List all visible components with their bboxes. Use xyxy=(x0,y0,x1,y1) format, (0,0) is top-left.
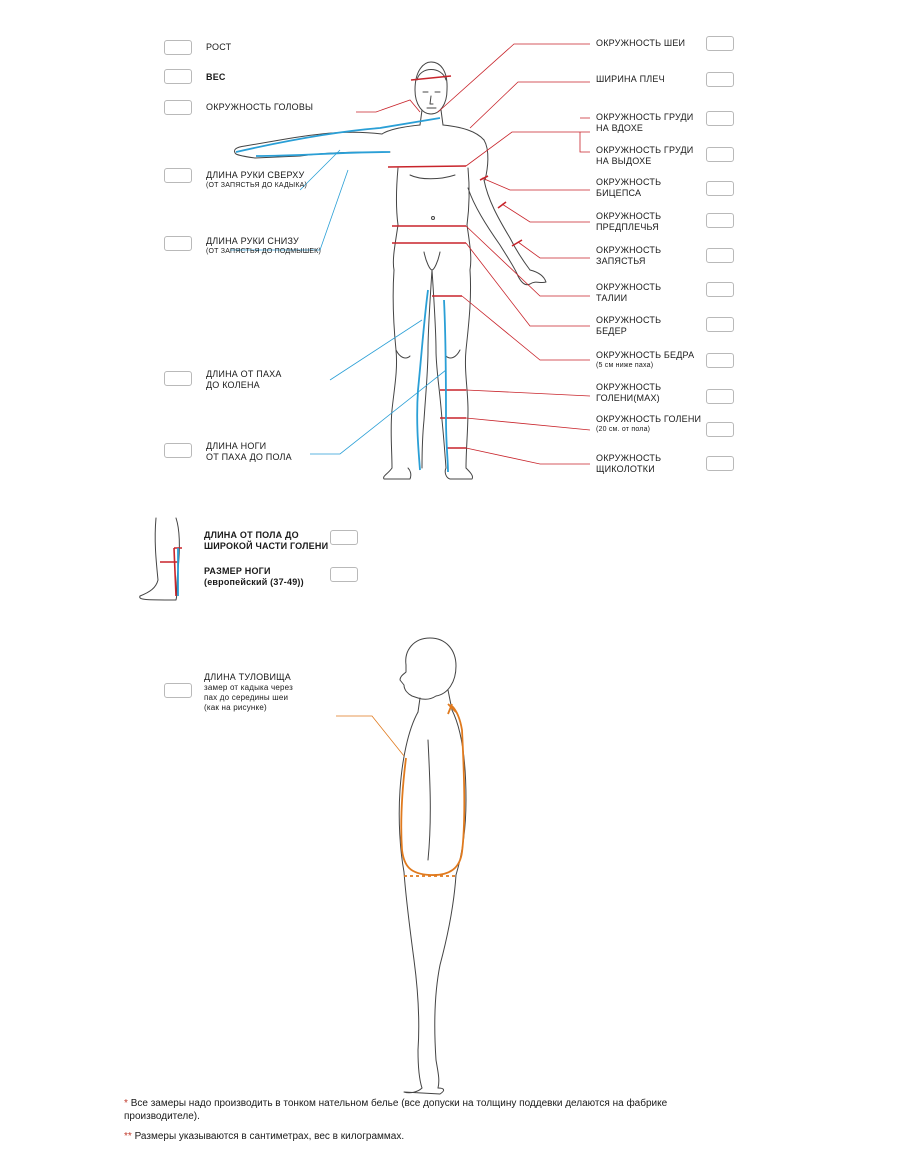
front-figure xyxy=(234,62,546,479)
foot-size-label xyxy=(204,566,304,588)
biceps-label xyxy=(596,177,661,199)
crotch-knee-length-line1: ДЛИНА ОТ ПАХА xyxy=(206,369,282,379)
arm-top-length-title: ДЛИНА РУКИ СВЕРХУ xyxy=(206,170,305,180)
calf-20-sub: (20 см. от пола) xyxy=(596,426,651,433)
arm-top-length-sub: (ОТ ЗАПЯСТЬЯ ДО КАДЫКА) xyxy=(206,182,308,189)
thigh-input[interactable] xyxy=(706,353,734,368)
thigh-line1: ОКРУЖНОСТЬ БЕДРА xyxy=(596,350,695,360)
calf-max-label xyxy=(596,382,661,404)
orange-leader xyxy=(336,716,404,756)
ankle-line1: ОКРУЖНОСТЬ xyxy=(596,453,662,463)
chest-in-input[interactable] xyxy=(706,111,734,126)
hips-label xyxy=(596,315,661,337)
neck-label-text: ОКРУЖНОСТЬ ШЕИ xyxy=(596,38,686,48)
chest-out-input[interactable] xyxy=(706,147,734,162)
ankle-input[interactable] xyxy=(706,456,734,471)
shoulders-label-text: ШИРИНА ПЛЕЧ xyxy=(596,74,665,84)
arm-bottom-length-input[interactable] xyxy=(164,236,192,251)
footnote-2-star: ** xyxy=(124,1131,132,1142)
arm-top-length-label xyxy=(206,170,307,190)
weight-label: ВЕС xyxy=(206,72,226,82)
forearm-line2: ПРЕДПЛЕЧЬЯ xyxy=(596,222,659,232)
biceps-input[interactable] xyxy=(706,181,734,196)
floor-calf-input[interactable] xyxy=(330,530,358,545)
footnote-1 xyxy=(124,1097,744,1123)
arm-top-length-input[interactable] xyxy=(164,168,192,183)
torso-length-input[interactable] xyxy=(164,683,192,698)
chest-in-line1: ОКРУЖНОСТЬ ГРУДИ xyxy=(596,112,694,122)
crotch-knee-length-line2: ДО КОЛЕНА xyxy=(206,380,260,390)
waist-line2: ТАЛИИ xyxy=(596,293,628,303)
torso-length-desc2: пах до середины шеи xyxy=(204,693,289,702)
floor-calf-line1: ДЛИНА ОТ ПОЛА ДО xyxy=(204,530,299,540)
footnote-2-text: Размеры указываются в сантиметрах, вес в килограммах. xyxy=(134,1131,405,1142)
leg-length-line2: ОТ ПАХА ДО ПОЛА xyxy=(206,452,292,462)
forearm-label xyxy=(596,211,661,233)
forearm-line1: ОКРУЖНОСТЬ xyxy=(596,211,662,221)
height-input[interactable] xyxy=(164,40,192,55)
foot-size-line1: РАЗМЕР НОГИ xyxy=(204,566,271,576)
calf-20-input[interactable] xyxy=(706,422,734,437)
arm-bottom-length-sub: (ОТ ЗАПЯСТЬЯ ДО ПОДМЫШЕК) xyxy=(206,248,321,255)
calf-20-line1: ОКРУЖНОСТЬ ГОЛЕНИ xyxy=(596,414,702,424)
torso-length-desc3: (как на рисунке) xyxy=(204,703,267,712)
thigh-sub: (5 см ниже паха) xyxy=(596,362,654,369)
chest-out-line2: НА ВЫДОХЕ xyxy=(596,156,652,166)
shoulders-label xyxy=(596,74,665,85)
arm-bottom-length-title: ДЛИНА РУКИ СНИЗУ xyxy=(206,236,299,246)
wrist-input[interactable] xyxy=(706,248,734,263)
crotch-knee-length-input[interactable] xyxy=(164,371,192,386)
wrist-label xyxy=(596,245,661,267)
ankle-line2: ЩИКОЛОТКИ xyxy=(596,464,655,474)
waist-line1: ОКРУЖНОСТЬ xyxy=(596,282,662,292)
torso-length-label xyxy=(204,672,293,713)
biceps-line1: ОКРУЖНОСТЬ xyxy=(596,177,662,187)
wrist-line1: ОКРУЖНОСТЬ xyxy=(596,245,662,255)
footnote-1-text: Все замеры надо производить в тонком нательном белье (все допуски на толщину поддевки делаются на фабрике производителе). xyxy=(124,1098,668,1122)
crotch-knee-length-label xyxy=(206,369,282,391)
foot-size-input[interactable] xyxy=(330,567,358,582)
leg-length-line1: ДЛИНА НОГИ xyxy=(206,441,267,451)
calf-20-label xyxy=(596,414,701,434)
biceps-line2: БИЦЕПСА xyxy=(596,188,642,198)
leg-length-label xyxy=(206,441,292,463)
height-label: РОСТ xyxy=(206,42,232,52)
ankle-label xyxy=(596,453,661,475)
red-leaders xyxy=(356,44,590,464)
neck-label xyxy=(596,38,685,49)
calf-max-line2: ГОЛЕНИ(MAX) xyxy=(596,393,660,403)
chest-in-label xyxy=(596,112,693,134)
head-circumference-input[interactable] xyxy=(164,100,192,115)
footnote-1-star: * xyxy=(124,1098,128,1109)
forearm-input[interactable] xyxy=(706,213,734,228)
torso-length-desc1: замер от кадыка через xyxy=(204,683,293,692)
leg-length-input[interactable] xyxy=(164,443,192,458)
waist-input[interactable] xyxy=(706,282,734,297)
footnote-2 xyxy=(124,1130,744,1143)
waist-label xyxy=(596,282,661,304)
head-circumference-label: ОКРУЖНОСТЬ ГОЛОВЫ xyxy=(206,102,314,112)
torso-length-title: ДЛИНА ТУЛОВИЩА xyxy=(204,672,292,682)
foot-size-line2: (европейский (37-49)) xyxy=(204,577,304,587)
neck-input[interactable] xyxy=(706,36,734,51)
weight-input[interactable] xyxy=(164,69,192,84)
hips-line2: БЕДЕР xyxy=(596,326,628,336)
leg-figure xyxy=(140,518,180,600)
hips-line1: ОКРУЖНОСТЬ xyxy=(596,315,662,325)
shoulders-input[interactable] xyxy=(706,72,734,87)
floor-calf-line2: ШИРОКОЙ ЧАСТИ ГОЛЕНИ xyxy=(204,541,329,551)
floor-calf-label xyxy=(204,530,328,552)
thigh-label xyxy=(596,350,694,370)
chest-out-line1: ОКРУЖНОСТЬ ГРУДИ xyxy=(596,145,694,155)
blue-leaders xyxy=(230,150,446,454)
arm-bottom-length-label xyxy=(206,236,321,256)
calf-max-line1: ОКРУЖНОСТЬ xyxy=(596,382,662,392)
chest-in-line2: НА ВДОХЕ xyxy=(596,123,644,133)
wrist-line2: ЗАПЯСТЬЯ xyxy=(596,256,646,266)
chest-out-label xyxy=(596,145,693,167)
hips-input[interactable] xyxy=(706,317,734,332)
calf-max-input[interactable] xyxy=(706,389,734,404)
